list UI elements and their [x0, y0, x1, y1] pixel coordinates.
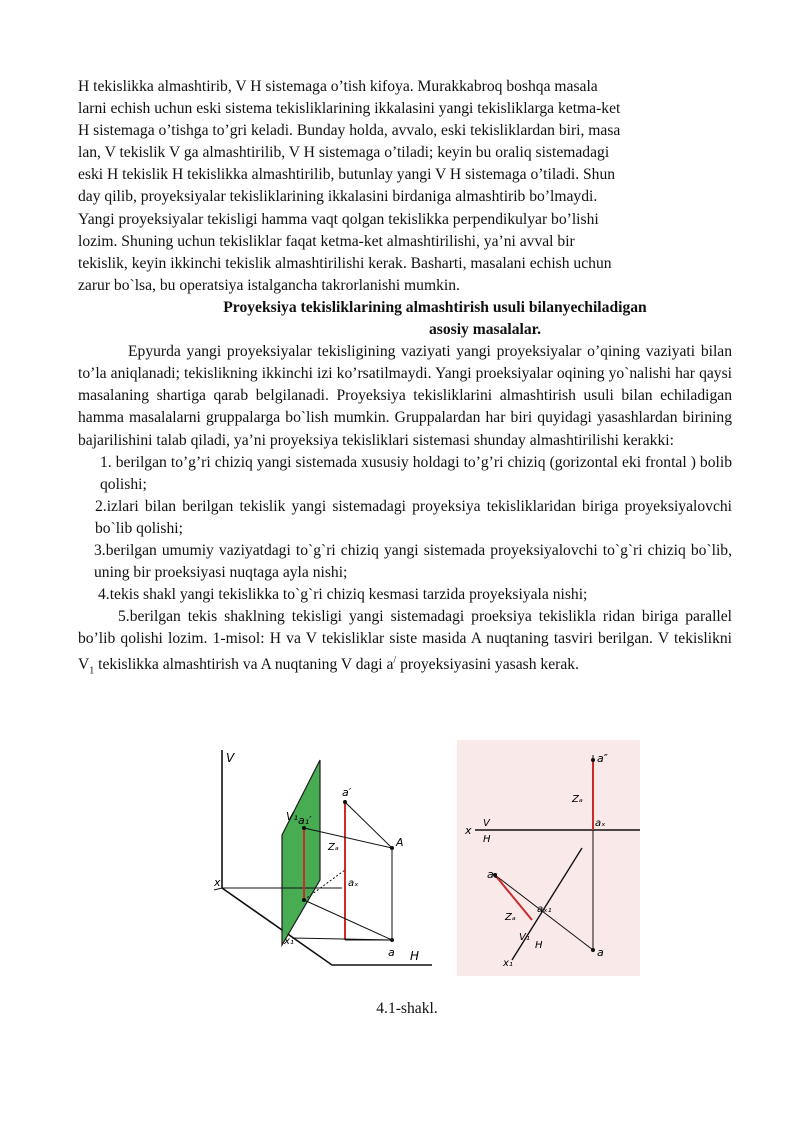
- label-a: a: [388, 946, 395, 959]
- para2-superscript: /: [393, 655, 397, 667]
- label-h-right-2: H: [535, 940, 543, 951]
- label-v1-right: V₁: [519, 932, 530, 943]
- label-x-right: x: [465, 824, 472, 837]
- label-ax1-right: aₓ₁: [537, 904, 552, 915]
- label-h: H: [410, 949, 420, 963]
- label-ax-right: aₓ: [595, 818, 606, 829]
- label-ax: aₓ: [348, 878, 359, 889]
- list-item-3: 3.berilgan umumiy vaziyatdagi to`g`ri chiziq yangi sistemada proyeksiyalovchi to`g`ri chiziq bo`lib, uning bir proeksiyasi nuqtaga ayla nishi;: [94, 541, 732, 582]
- intro-line: H sistemaga o’tishga to’gri keladi. Bunday holda, avvalo, eski tekisliklardan biri, masa: [78, 122, 621, 140]
- figure-right-epure: [457, 740, 640, 976]
- label-x: x: [214, 876, 221, 889]
- label-za-right: Zₐ: [572, 794, 583, 805]
- para2-tail: tekislikka almashtirish va A nuqtaning V dagi a: [94, 656, 394, 674]
- intro-line: Yangi proyeksiyalar tekisligi hamma vaqt qolgan tekislikka perpendikulyar bo’lishi: [78, 210, 599, 228]
- intro-line: H tekislikka almashtirib, V H sistemaga o’tish kifoya. Murakkabroq boshqa masala: [78, 78, 598, 95]
- heading-line-2: asosiy masalalar.: [428, 321, 542, 339]
- intro-line: zarur bo`lsa, bu operatsiya istalgancha takrorlanishi mumkin.: [78, 276, 460, 294]
- label-za-right-2: Zₐ: [505, 912, 516, 923]
- intro-line: larni echish uchun eski sistema tekisliklarining ikkalasini yangi tekisliklarga ketma-ket: [78, 100, 621, 118]
- label-a-prime: a′: [342, 786, 352, 799]
- list-item-1: 1. berilgan to’g’ri chiziq yangi sistemada xususiy holdagi to’g’ri chiziq (gorizontal eki frontal ) bolib qolishi;: [100, 453, 732, 493]
- label-za: Zₐ: [328, 842, 339, 853]
- label-a1-right: a₁: [487, 868, 499, 881]
- label-x1: x₁: [284, 936, 294, 947]
- para2-subscript: 1: [89, 665, 95, 677]
- body-paragraph-2: [78, 606, 732, 683]
- figure-left-axonometric: [212, 740, 440, 972]
- label-h-right: H: [483, 834, 491, 845]
- list-item-2: 2.izlari bilan berilgan tekislik yangi sistemadagi proyeksiya tekisliklaridan biriga proyeksiyalovchi bo`lib qolishi;: [95, 497, 732, 537]
- intro-line: lan, V tekislik V ga almashtirilib, V H sistemaga o’tiladi; keyin bu oraliq sistemadagi: [78, 144, 610, 162]
- para2-end: proyeksiyasini yasash kerak.: [396, 656, 579, 674]
- intro-paragraph: [78, 76, 732, 297]
- label-v: V: [226, 751, 235, 765]
- section-heading: [78, 297, 732, 341]
- intro-line: lozim. Shuning uchun tekisliklar faqat ketma-ket almashtirilishi, ya’ni avval bir: [78, 232, 575, 250]
- label-v1: V₁: [286, 810, 298, 823]
- body-paragraph-1: Epyurda yangi proyeksiyalar tekisligining vaziyati yangi proyeksiyalar o’qining vaziyati bilan to’la aniqlanadi; tekislikning ikkinchi izi ko’rsatilmaydi. Yangi proeksiyalar oqining yo`nalishi har qaysi masalaning shartiga qarab belgilanadi. Proyeksiya tekisliklarini almashtirish usuli bilan echiladigan hamma masalalarni gruppalarga bo`lish mumkin. Gruppalardan har biri quyidagi yasashlardan birining bajarilishini talab qiladi, ya’ni proyeksiya tekisliklari sistemasi shunday almashtirilishi kerakki:: [78, 343, 732, 449]
- intro-line: day qilib, proyeksiyalar tekisliklarining ikkalasini birdaniga almashtirib bo’lmaydi.: [78, 188, 598, 206]
- figure-caption: 4.1-shakl.: [376, 1000, 438, 1017]
- list-item-4: 4.tekis shakl yangi tekislikka to`g`ri chiziq kesmasi tarzida proyeksiyala nishi;: [98, 586, 588, 604]
- page-content: [78, 76, 732, 683]
- label-x1-right: x₁: [503, 958, 513, 969]
- heading-line-1: Proyeksiya tekisliklarining almashtirish usuli bilanyechiladigan: [223, 298, 647, 316]
- label-a-double-prime: a″: [597, 752, 608, 765]
- label-a-right: a: [597, 946, 604, 959]
- para2-text: 5.berilgan tekis shaklning tekisligi yangi sistemadagi proeksiya tekislikla ridan biriga parallel bo’lib qolishi lozim. 1-misol: H va V tekisliklar siste masida A nuqtaning tasviri berilgan. V tekislikni V: [78, 608, 732, 674]
- intro-line: eski H tekislik H tekislikka almashtirilib, butunlay yangi V H sistemaga o’tiladi. Shun: [78, 166, 616, 184]
- label-v-right: V: [483, 818, 490, 829]
- label-point-a: A: [396, 836, 404, 849]
- label-a1-prime: a₁′: [298, 814, 312, 827]
- intro-line: tekislik, keyin ikkinchi tekislik almashtirilishi kerak. Basharti, masalani echish uchun: [78, 254, 612, 272]
- figure-area: [0, 740, 800, 980]
- plane-v1-shape: [282, 760, 320, 945]
